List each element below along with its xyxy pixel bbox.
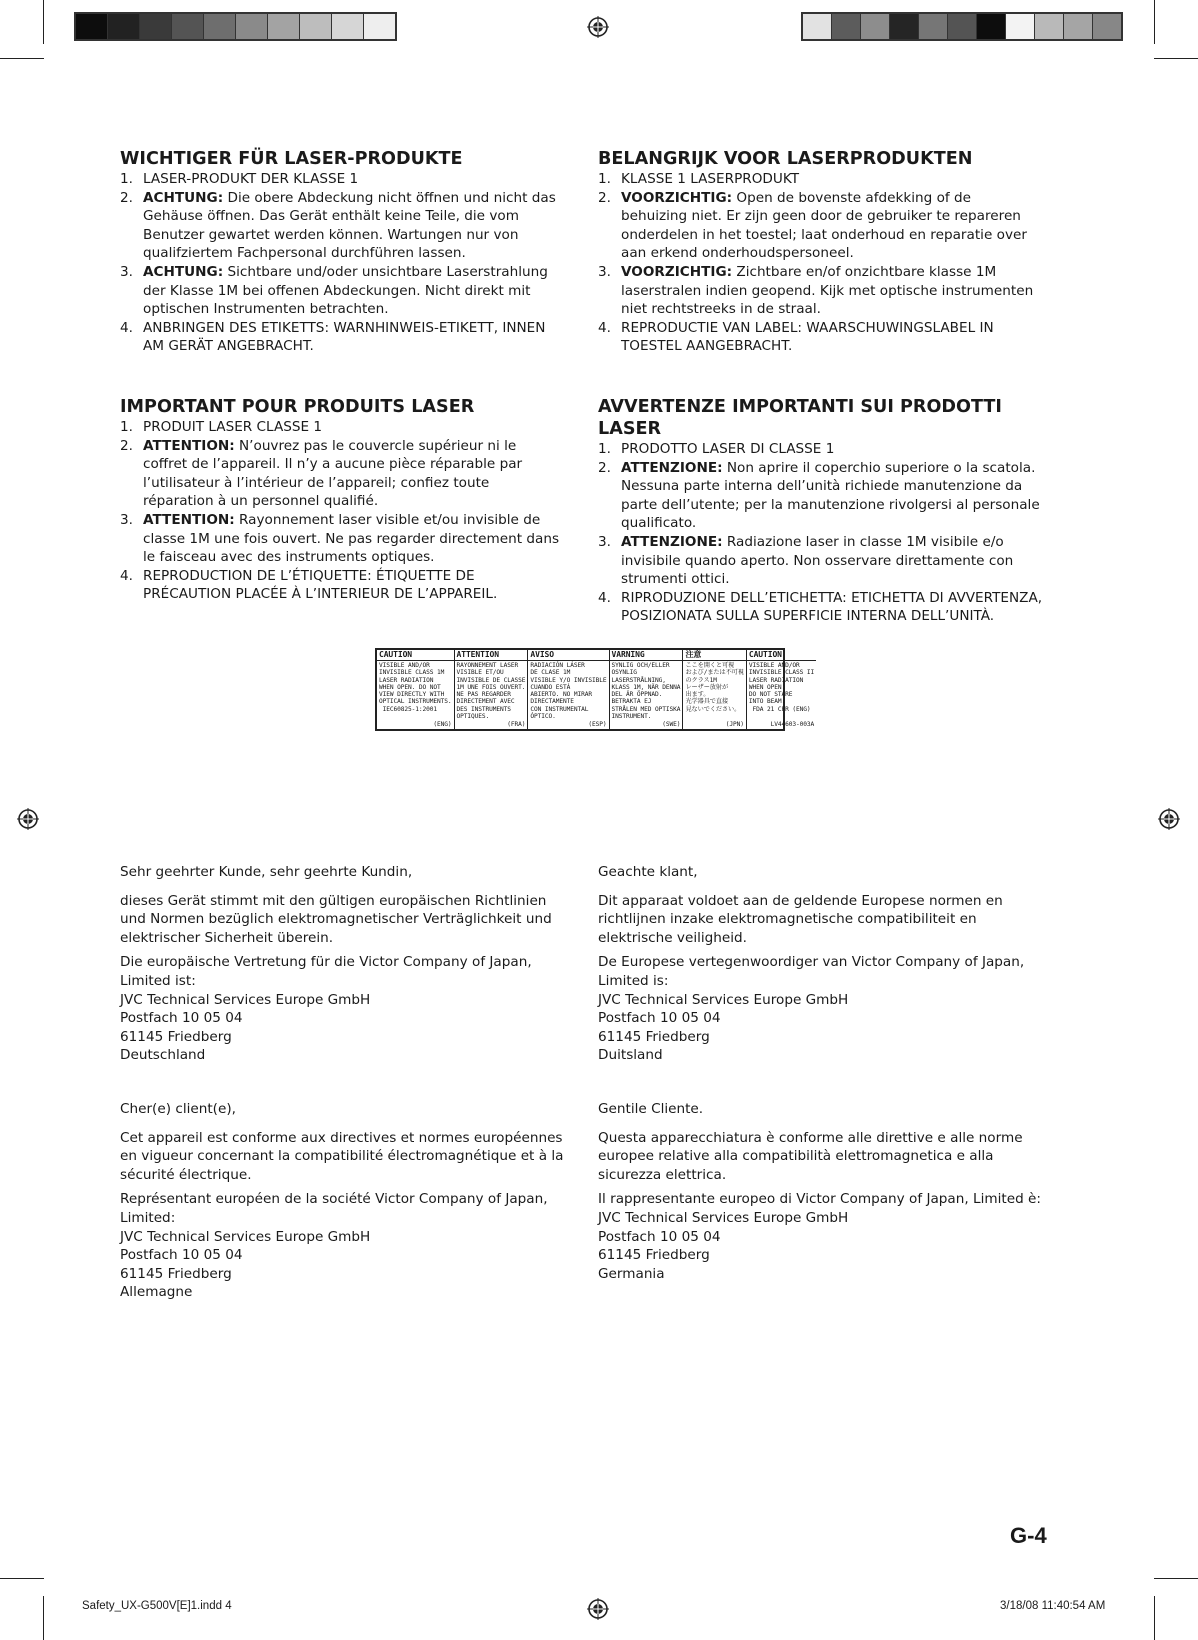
color-swatch	[300, 14, 332, 39]
list-item	[120, 437, 560, 511]
notice-greeting: Geachte klant,	[598, 864, 698, 880]
label-heading: CAUTION	[377, 650, 454, 661]
notice-address	[598, 953, 1048, 1065]
label-tag: (SWE)	[662, 720, 681, 728]
list-item	[120, 511, 560, 567]
notice-body: dieses Gerät stimmt mit den gültigen europäischen Richtlinien und Normen bezüglich elektromagnetischer Verträglichkeit und elektrischer Sicherheit überein.	[120, 892, 552, 946]
laser-list	[598, 170, 1038, 356]
color-swatch	[861, 14, 890, 39]
item-number: 1.	[120, 419, 133, 435]
item-number: 3.	[598, 263, 611, 280]
color-swatch	[204, 14, 236, 39]
laser-list	[598, 440, 1058, 626]
label-body: RADIACIÓN LÁSER DE CLASE 1M VISIBLE Y/O INVISIBLE CUANDO ESTÁ ABIERTO. NO MIRAR DIRECTAMENTE CON INSTRUMENTAL ÓPTICO.	[530, 662, 607, 721]
section-title: WICHTIGER FÜR LASER-PRODUKTE	[120, 149, 463, 169]
laser-warning-label	[375, 648, 815, 731]
label-tag: (ESP)	[588, 720, 607, 728]
warning-keyword: ATTENTION:	[143, 437, 235, 454]
notice-nl	[598, 863, 1048, 1071]
item-text: Die obere Abdeckung nicht öffnen und nicht das Gehäuse öffnen. Das Gerät enthält keine Teile, die vom Benutzer gewartet werden können. Wartungen nur von qualifziertem Fachpersonal durchführen lassen.	[143, 189, 556, 262]
crop-mark	[43, 0, 44, 44]
slug-timestamp: 3/18/08 11:40:54 AM	[1000, 1600, 1106, 1612]
address-line: 61145 Friedberg	[598, 1028, 710, 1045]
address-line: 61145 Friedberg	[598, 1247, 710, 1264]
item-number: 2.	[598, 189, 611, 206]
item-number: 4.	[120, 567, 133, 584]
crop-mark	[1154, 1578, 1198, 1579]
label-heading: VARNING	[610, 650, 683, 661]
item-text: Non aprire il coperchio superiore o la scatola. Nessuna parte interna dell’unità richiede manutenzione da parte dell’utente; per la manutenzione rivolgersi al personale qualificato.	[621, 459, 1040, 532]
item-number: 2.	[120, 437, 133, 454]
item-text: KLASSE 1 LASERPRODUKT	[621, 171, 800, 187]
label-cell	[455, 650, 529, 729]
color-swatch	[803, 14, 832, 39]
color-swatch	[140, 14, 172, 39]
color-swatch	[1006, 14, 1035, 39]
warning-keyword: ATTENZIONE:	[621, 533, 723, 550]
warning-keyword: ATTENTION:	[143, 511, 235, 528]
list-item	[598, 459, 1058, 533]
list-item	[120, 170, 560, 189]
registration-mark-icon	[17, 808, 39, 830]
color-bar-left	[74, 12, 397, 41]
address-line: JVC Technical Services Europe GmbH	[120, 1228, 371, 1245]
item-number: 2.	[120, 189, 133, 206]
notice-greeting: Gentile Cliente.	[598, 1101, 704, 1117]
registration-mark-icon	[587, 16, 609, 38]
color-swatch	[108, 14, 140, 39]
label-tag: (JPN)	[725, 720, 744, 728]
notice-body: Cet appareil est conforme aux directives et normes européennes en vigueur concernant la compatibilité électromagnétique et à la sécurité électrique.	[120, 1129, 564, 1183]
list-item	[120, 189, 560, 263]
crop-mark	[1154, 0, 1155, 44]
label-cell	[377, 650, 455, 729]
slug-filename: Safety_UX-G500V[E]1.indd 4	[82, 1600, 232, 1612]
item-number: 1.	[598, 441, 611, 457]
item-text: Zichtbare en/of onzichtbare klasse 1M laserstralen indien geopend. Kijk met optische instrumenten niet rechtstreeks in de straal.	[621, 263, 1034, 318]
item-text: Rayonnement laser visible et/ou invisible de classe 1M une fois ouvert. Ne pas regarder directement dans le faisceau avec des instruments optiques.	[143, 511, 560, 566]
laser-section-fr	[120, 396, 560, 604]
crop-mark	[0, 58, 44, 59]
item-text: Radiazione laser in classe 1M visibile e/o invisibile quando aperto. Non osservare direttamente con strumenti ottici.	[621, 533, 1014, 588]
crop-mark	[43, 1596, 44, 1640]
color-swatch	[364, 14, 395, 39]
label-body: SYNLIG OCH/ELLER OSYNLIG LASERSTRÅLNING, KLASS 1M, NÄR DENNA DEL ÄR ÖPPNAD. BETRAKTA EJ STRÅLEN MED OPTISKA INSTRUMENT.	[611, 662, 681, 721]
color-swatch	[977, 14, 1006, 39]
color-swatch	[76, 14, 108, 39]
address-line: JVC Technical Services Europe GmbH	[598, 1209, 849, 1226]
item-number: 4.	[120, 319, 133, 336]
list-item	[598, 589, 1058, 626]
address-line: Die europäische Vertretung für die Victor Company of Japan, Limited ist:	[120, 954, 532, 989]
color-swatch	[236, 14, 268, 39]
color-swatch	[332, 14, 364, 39]
list-item	[598, 533, 1058, 589]
list-item	[598, 189, 1038, 263]
list-item	[120, 418, 560, 437]
item-number: 1.	[120, 171, 133, 187]
address-line: Représentant européen de la société Victor Company of Japan, Limited:	[120, 1191, 548, 1226]
label-tag: (ENG)	[433, 720, 452, 728]
color-swatch	[832, 14, 861, 39]
label-heading: CAUTION	[747, 650, 816, 661]
item-text: N’ouvrez pas le couvercle supérieur ni le coffret de l’appareil. Il n’y a aucune pièce réparable par l’utilisateur à l’intérieur de l’appareil; confiez toute réparation à un personnel qualifié.	[143, 437, 523, 510]
warning-keyword: VOORZICHTIG:	[621, 263, 733, 280]
notice-greeting: Cher(e) client(e),	[120, 1101, 236, 1117]
address-line: 61145 Friedberg	[120, 1028, 232, 1045]
color-swatch	[948, 14, 977, 39]
laser-section-it	[598, 396, 1058, 626]
color-swatch	[890, 14, 919, 39]
warning-keyword: ACHTUNG:	[143, 263, 224, 280]
address-line: JVC Technical Services Europe GmbH	[120, 991, 371, 1008]
address-line: JVC Technical Services Europe GmbH	[598, 991, 849, 1008]
item-number: 3.	[120, 511, 133, 528]
address-line: Allemagne	[120, 1284, 193, 1301]
list-item	[120, 567, 560, 604]
laser-section-nl	[598, 148, 1038, 356]
label-tag: (FRA)	[507, 720, 526, 728]
label-body: RAYONNEMENT LASER VISIBLE ET/OU INVISIBLE DE CLASSE 1M UNE FOIS OUVERT. NE PAS REGARDER DIRECTEMENT AVEC DES INSTRUMENTS OPTIQUES.	[456, 662, 526, 721]
section-title: IMPORTANT POUR PRODUITS LASER	[120, 397, 475, 417]
label-cell	[610, 650, 684, 729]
label-cell	[683, 650, 746, 729]
warning-keyword: ACHTUNG:	[143, 189, 224, 206]
laser-list	[120, 418, 560, 604]
list-item	[598, 170, 1038, 189]
list-item	[598, 263, 1038, 319]
notice-body: Dit apparaat voldoet aan de geldende Europese normen en richtlijnen inzake elektromagnetische compatibiliteit en elektrische veiligheid.	[598, 892, 1003, 946]
item-text: REPRODUCTION DE L’ÉTIQUETTE: ÉTIQUETTE DE PRÉCAUTION PLACÉE À L’INTERIEUR DE L’APPAREIL.	[143, 567, 498, 603]
label-heading: ATTENTION	[455, 650, 528, 661]
address-line: 61145 Friedberg	[120, 1265, 232, 1282]
item-number: 4.	[598, 589, 611, 606]
list-item	[120, 319, 560, 356]
notice-address	[120, 953, 570, 1065]
item-number: 3.	[598, 533, 611, 550]
item-number: 4.	[598, 319, 611, 336]
item-text: RIPRODUZIONE DELL’ETICHETTA: ETICHETTA DI AVVERTENZA, POSIZIONATA SULLA SUPERFICIE INTERNA DELL’UNITÀ.	[621, 589, 1043, 625]
item-text: LASER-PRODUKT DER KLASSE 1	[143, 171, 359, 187]
label-body: VISIBLE AND/OR INVISIBLE CLASS 1M LASER RADIATION WHEN OPEN. DO NOT VIEW DIRECTLY WITH OPTICAL INSTRUMENTS. IEC60825-1:2001	[379, 662, 452, 713]
crop-mark	[1154, 1596, 1155, 1640]
registration-mark-icon	[1158, 808, 1180, 830]
color-swatch	[919, 14, 948, 39]
color-bar-right	[801, 12, 1123, 41]
notice-body: Questa apparecchiatura è conforme alle direttive e alle norme europee relative alla compatibilità elettromagnetica e alla sicurezza elettrica.	[598, 1129, 1023, 1183]
notice-address	[120, 1190, 570, 1302]
address-line: Il rappresentante europeo di Victor Company of Japan, Limited è:	[598, 1191, 1041, 1208]
item-text: Open de bovenste afdekking of de behuizing niet. Er zijn geen door de gebruiker te repareren onderdelen in het toestel; laat onderhoud en reparatie over aan erkend onderhoudspersoneel.	[621, 189, 1027, 262]
address-line: De Europese vertegenwoordiger van Victor Company of Japan, Limited is:	[598, 954, 1025, 989]
address-line: Postfach 10 05 04	[598, 1228, 721, 1245]
color-swatch	[172, 14, 204, 39]
warning-keyword: ATTENZIONE:	[621, 459, 723, 476]
label-heading: 注意	[683, 650, 745, 661]
address-line: Postfach 10 05 04	[120, 1247, 243, 1264]
address-line: Germania	[598, 1265, 665, 1282]
section-title: AVVERTENZE IMPORTANTI SUI PRODOTTI LASER	[598, 397, 1002, 439]
notice-address	[598, 1190, 1048, 1283]
notice-fr	[120, 1100, 570, 1308]
item-text: ANBRINGEN DES ETIKETTS: WARNHINWEIS-ETIKETT, INNEN AM GERÄT ANGEBRACHT.	[143, 319, 546, 355]
item-number: 1.	[598, 171, 611, 187]
address-line: Postfach 10 05 04	[120, 1010, 243, 1027]
notice-de	[120, 863, 570, 1071]
crop-mark	[1154, 58, 1198, 59]
label-body: VISIBLE AND/OR INVISIBLE CLASS II LASER RADIATION WHEN OPEN. DO NOT STARE INTO BEAM. FDA 21 CFR (ENG)	[748, 662, 815, 713]
list-item	[598, 440, 1058, 459]
address-line: Postfach 10 05 04	[598, 1010, 721, 1027]
label-heading: AVISO	[528, 650, 608, 661]
color-swatch	[268, 14, 300, 39]
registration-mark-icon	[587, 1598, 609, 1620]
address-line: Deutschland	[120, 1047, 206, 1064]
laser-section-de	[120, 148, 560, 356]
warning-keyword: VOORZICHTIG:	[621, 189, 733, 206]
page-number: G-4	[1010, 1523, 1047, 1548]
item-text: Sichtbare und/oder unsichtbare Laserstrahlung der Klasse 1M bei offenen Abdeckungen. Nicht direkt mit optischen Instrumenten betrachten.	[143, 263, 548, 318]
notice-it	[598, 1100, 1048, 1289]
list-item	[120, 263, 560, 319]
color-swatch	[1093, 14, 1121, 39]
item-text: REPRODUCTIE VAN LABEL: WAARSCHUWINGSLABEL IN TOESTEL AANGEBRACHT.	[621, 319, 994, 355]
label-tag: LV44603-003A	[770, 720, 815, 728]
section-title: BELANGRIJK VOOR LASERPRODUKTEN	[598, 149, 973, 169]
item-text: PRODOTTO LASER DI CLASSE 1	[621, 441, 835, 457]
address-line: Duitsland	[598, 1047, 663, 1064]
label-cell	[747, 650, 816, 729]
label-body: ここを開くと可視 および/または不可視 のクラス1M レーザー放射が 出ます。 光学器具で直接 見ないでください。	[685, 662, 744, 713]
crop-mark	[0, 1578, 44, 1579]
list-item	[598, 319, 1038, 356]
notice-greeting: Sehr geehrter Kunde, sehr geehrte Kundin,	[120, 864, 413, 880]
item-number: 2.	[598, 459, 611, 476]
laser-list	[120, 170, 560, 356]
color-swatch	[1064, 14, 1093, 39]
item-number: 3.	[120, 263, 133, 280]
item-text: PRODUIT LASER CLASSE 1	[143, 419, 323, 435]
label-cell	[528, 650, 609, 729]
color-swatch	[1035, 14, 1064, 39]
